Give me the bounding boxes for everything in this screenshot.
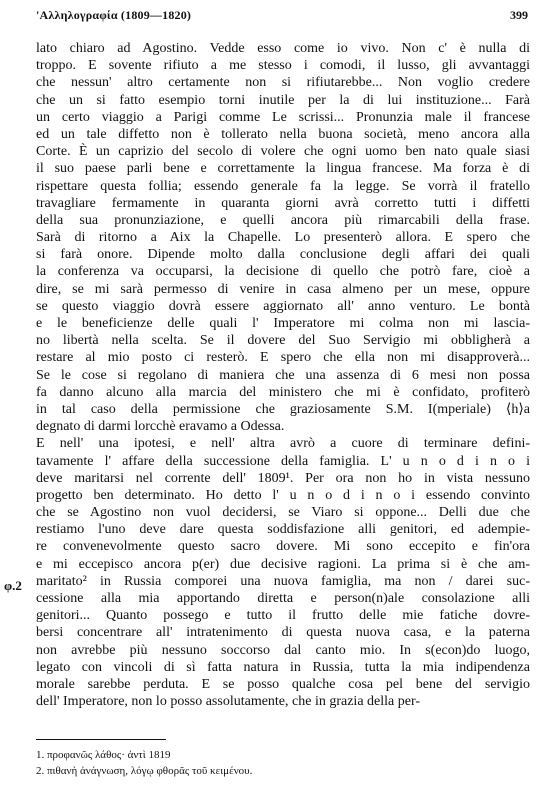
text-line: Se le cose si regolano di maniera che una assenza di 6 mesi non possa bbox=[36, 367, 530, 383]
text-line: restiamo l'uno deve dare questa soddisfazione alli genitori, ed adempie- bbox=[36, 522, 530, 538]
page-number: 399 bbox=[510, 8, 528, 22]
text-line: deve maritarsi nel corrente dell' 1809¹. Per ora non ho in vista nessuno bbox=[36, 470, 530, 486]
margin-folio-note: φ.2 bbox=[4, 578, 22, 593]
text-line: ed un tale diffetto non è tollerato nella buona società, meno ancora alla bbox=[36, 126, 530, 142]
text-line: bersi concentrare all' intratenimento di questa nuova casa, e la paterna bbox=[36, 625, 530, 641]
text-line: travagliare fermamente in quaranta giorni avrà corretto tutti i diffetti bbox=[36, 195, 530, 211]
text-line: fa danno alcuno alla marcia del ministero che mi è confidato, profiterò bbox=[36, 384, 530, 400]
text-line: si farà onore. Dipende molto dalla conclusione degli affari dei quali bbox=[36, 247, 530, 263]
text-line: rispettare questa follia; essendo generale fa la legge. Se vorrà il fratello bbox=[36, 178, 530, 194]
text-line: lato chiaro ad Agostino. Vedde esso come io vivo. Non c' è nulla di bbox=[36, 41, 530, 56]
text-line: restare al mio posto ci resterò. E spero che ella non mi disapproverà... bbox=[36, 350, 530, 366]
footnote: 2. πιθανὴ ἀνάγνωση, λόγῳ φθορᾶς τοῦ κειμένου. bbox=[36, 765, 253, 777]
text-line: tavamente l' affare della successione della famiglia. L' u n o d i n o i bbox=[36, 453, 530, 469]
footnotes bbox=[36, 747, 252, 779]
page-header bbox=[36, 8, 528, 26]
text-line: genitori... Quanto possego e tutto il frutto delle mie fatiche dovre- bbox=[36, 608, 530, 624]
text-line: dell' Imperatore, non lo posso assolutamente, che in grazia della per- bbox=[36, 694, 420, 710]
text-line: E nell' una ipotesi, e nell' altra avrò a cuore di terminare defini- bbox=[36, 436, 530, 452]
text-line: un certo viaggio a Parigi comme Le scrissi... Pronunzia male il francese bbox=[36, 109, 530, 125]
text-line: la conferenza va occuparsi, la decisione di quello che potrò fare, cioè a bbox=[36, 264, 530, 280]
text-line: e mi eccepisco ancora p(er) due decisive ragioni. La prima si è che am- bbox=[36, 556, 530, 572]
text-line: re convenevolmente questo sacro dovere. Mi sono eccepito e fin'ora bbox=[36, 539, 530, 555]
text-line: se questo viaggio dovrà essere aggiornato all' anno venturo. Le bontà bbox=[36, 298, 530, 314]
text-line: progetto ben determinato. Ho detto l' u n o d i n o i essendo convinto bbox=[36, 487, 530, 503]
text-line: che un si fatto esempio torni inutile per la di lui instituzione... Farà bbox=[36, 92, 530, 108]
text-line: legato con vincoli di sì fatta natura in Russia, tutta la mia indipendenza bbox=[36, 659, 530, 675]
text-line: non avrebbe più nessuno soccorso dal canto mio. In s(econ)do luogo, bbox=[36, 642, 530, 658]
letter-body bbox=[36, 40, 530, 710]
text-line: troppo. E sovente rifiuto a me stesso i comodi, il lusso, gli avvantaggi bbox=[36, 58, 530, 74]
running-title: 'Αλληλογραφία (1809—1820) bbox=[36, 8, 192, 22]
text-line: cessione alla mia apportando diretta e person(n)ale consolazione alli bbox=[36, 591, 530, 606]
text-line: che nessun' altro certamente non si rifiutarebbe... Non voglio credere bbox=[36, 75, 530, 91]
text-line: della sua pronunziazione, e quelli ancora più rimarcabili della frase. bbox=[36, 212, 530, 228]
text-line: il suo paese parli bene e correttamente la lingua francese. Ma forza è di bbox=[36, 161, 530, 177]
text-line: Sarà di ritorno a Aix la Chapelle. Lo presenterò allora. E spero che bbox=[36, 230, 530, 246]
text-line: in tal caso della permissione che graziosamente S.M. I(mperiale) ⟨h⟩a bbox=[36, 401, 530, 417]
footnote-divider bbox=[36, 739, 166, 740]
footnote: 1. προφανῶς λάθος· ἀντὶ 1819 bbox=[36, 749, 171, 761]
text-line: che se Agostino non vuol decidersi, se Viaro si oppone... Delli due che bbox=[36, 505, 530, 521]
text-line: maritato² in Russia comporei una nuova famiglia, ma non / darei suc- bbox=[36, 573, 530, 589]
text-line: dire, se mi sarà permesso di venire in casa almeno per un mese, oppure bbox=[36, 281, 530, 297]
text-line: morale sarebbe perduta. E se posso qualche cosa pel bene del servigio bbox=[36, 676, 530, 692]
text-line: e le beneficienze delle quali l' Imperatore mi colma non mi lascia- bbox=[36, 316, 530, 331]
text-line: Corte. È un caprizio del secolo di volere che ogni uomo ben nato quale siasi bbox=[36, 144, 530, 160]
text-line: no libertà nella scelta. Se il dovere del Suo Servigio mi obbligherà a bbox=[36, 333, 530, 349]
text-line: degnato di darmi lorcchè eravamo a Odessa. bbox=[36, 419, 285, 435]
